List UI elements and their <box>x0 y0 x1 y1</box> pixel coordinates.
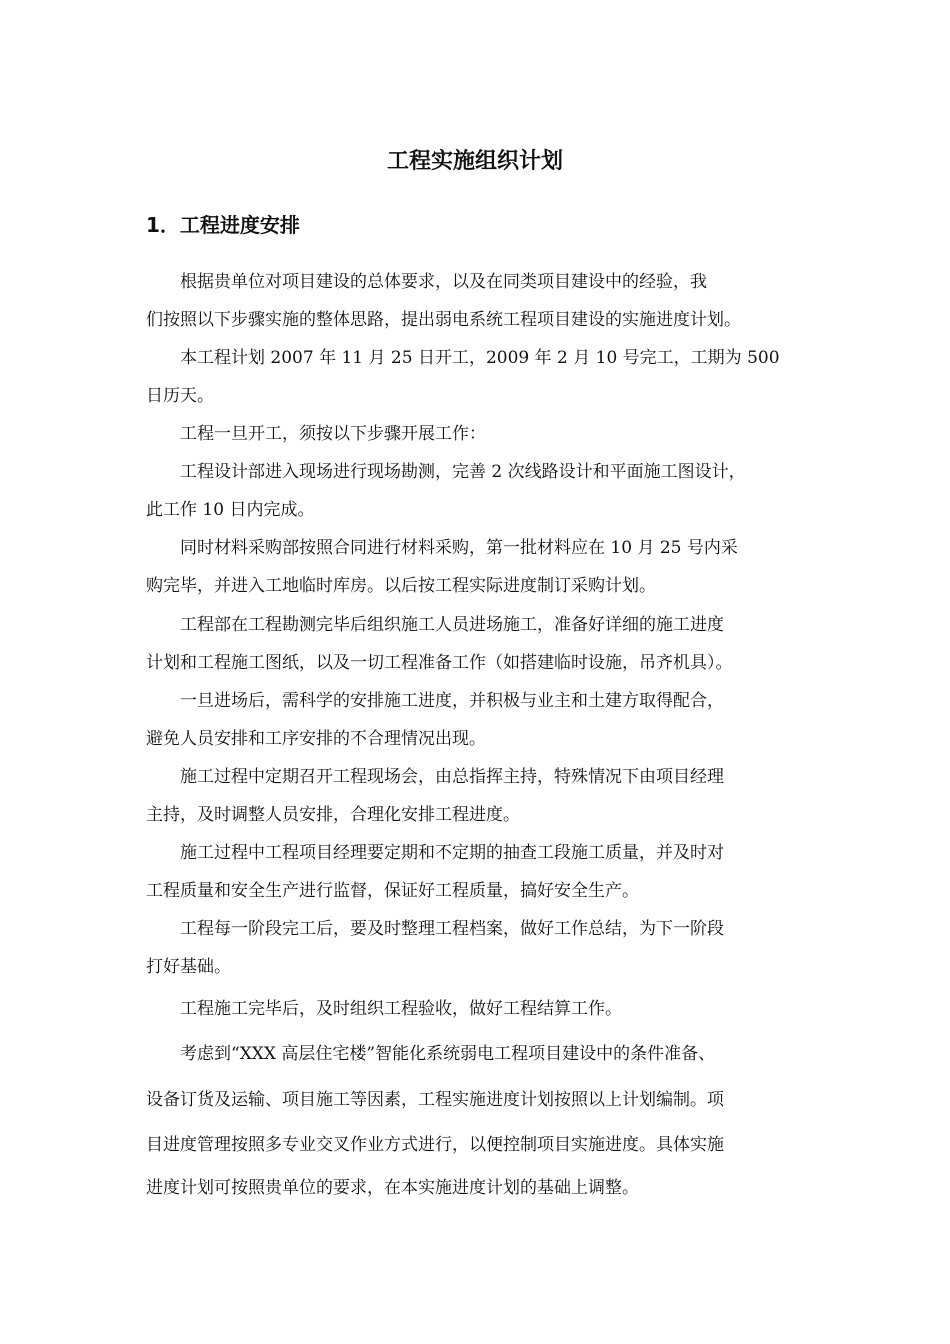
text-line: 此工作 10 日内完成。 <box>146 500 315 520</box>
text-line: 施工过程中工程项目经理要定期和不定期的抽查工段施工质量，并及时对 <box>146 843 724 863</box>
text-line: 目进度管理按照多专业交叉作业方式进行，以便控制项目实施进度。具体实施 <box>146 1135 724 1155</box>
text-line: 同时材料采购部按照合同进行材料采购，第一批材料应在 10 月 25 号内采 <box>146 538 738 558</box>
text-line: 计划和工程施工图纸，以及一切工程准备工作（如搭建临时设施，吊齐机具）。 <box>146 653 733 673</box>
text-line: 工程施工完毕后，及时组织工程验收，做好工程结算工作。 <box>146 999 622 1019</box>
text-line: 工程一旦开工，须按以下步骤开展工作： <box>146 424 486 444</box>
document-title: 工程实施组织计划 <box>386 149 563 174</box>
text-line: 购完毕，并进入工地临时库房。以后按工程实际进度制订采购计划。 <box>146 576 656 596</box>
text-line: 打好基础。 <box>146 957 231 977</box>
text-line: 本工程计划 2007 年 11 月 25 日开工，2009 年 2 月 10 号完工，工期为 500 <box>146 348 780 368</box>
text-line: 避免人员安排和工序安排的不合理情况出现。 <box>146 729 486 749</box>
text-line: 工程部在工程勘测完毕后组织施工人员进场施工，准备好详细的施工进度 <box>146 615 724 635</box>
text-line: 考虑到“XXX 高层住宅楼”智能化系统弱电工程项目建设中的条件准备、 <box>146 1044 716 1064</box>
text-line: 工程质量和安全生产进行监督，保证好工程质量，搞好安全生产。 <box>146 881 639 901</box>
text-line: 根据贵单位对项目建设的总体要求，以及在同类项目建设中的经验，我 <box>146 272 707 292</box>
section-heading: 1．工程进度安排 <box>146 213 300 237</box>
text-line: 进度计划可按照贵单位的要求，在本实施进度计划的基础上调整。 <box>146 1178 639 1198</box>
text-line: 们按照以下步骤实施的整体思路，提出弱电系统工程项目建设的实施进度计划。 <box>146 310 741 330</box>
text-line: 设备订货及运输、项目施工等因素，工程实施进度计划按照以上计划编制。项 <box>146 1090 724 1110</box>
text-line: 主持，及时调整人员安排，合理化安排工程进度。 <box>146 805 520 825</box>
text-line: 施工过程中定期召开工程现场会，由总指挥主持，特殊情况下由项目经理 <box>146 767 724 787</box>
text-line: 工程每一阶段完工后，要及时整理工程档案，做好工作总结，为下一阶段 <box>146 919 724 939</box>
text-line: 日历天。 <box>146 386 214 406</box>
text-line: 一旦进场后，需科学的安排施工进度，并积极与业主和土建方取得配合， <box>146 691 724 711</box>
text-line: 工程设计部进入现场进行现场勘测，完善 2 次线路设计和平面施工图设计， <box>146 462 746 482</box>
